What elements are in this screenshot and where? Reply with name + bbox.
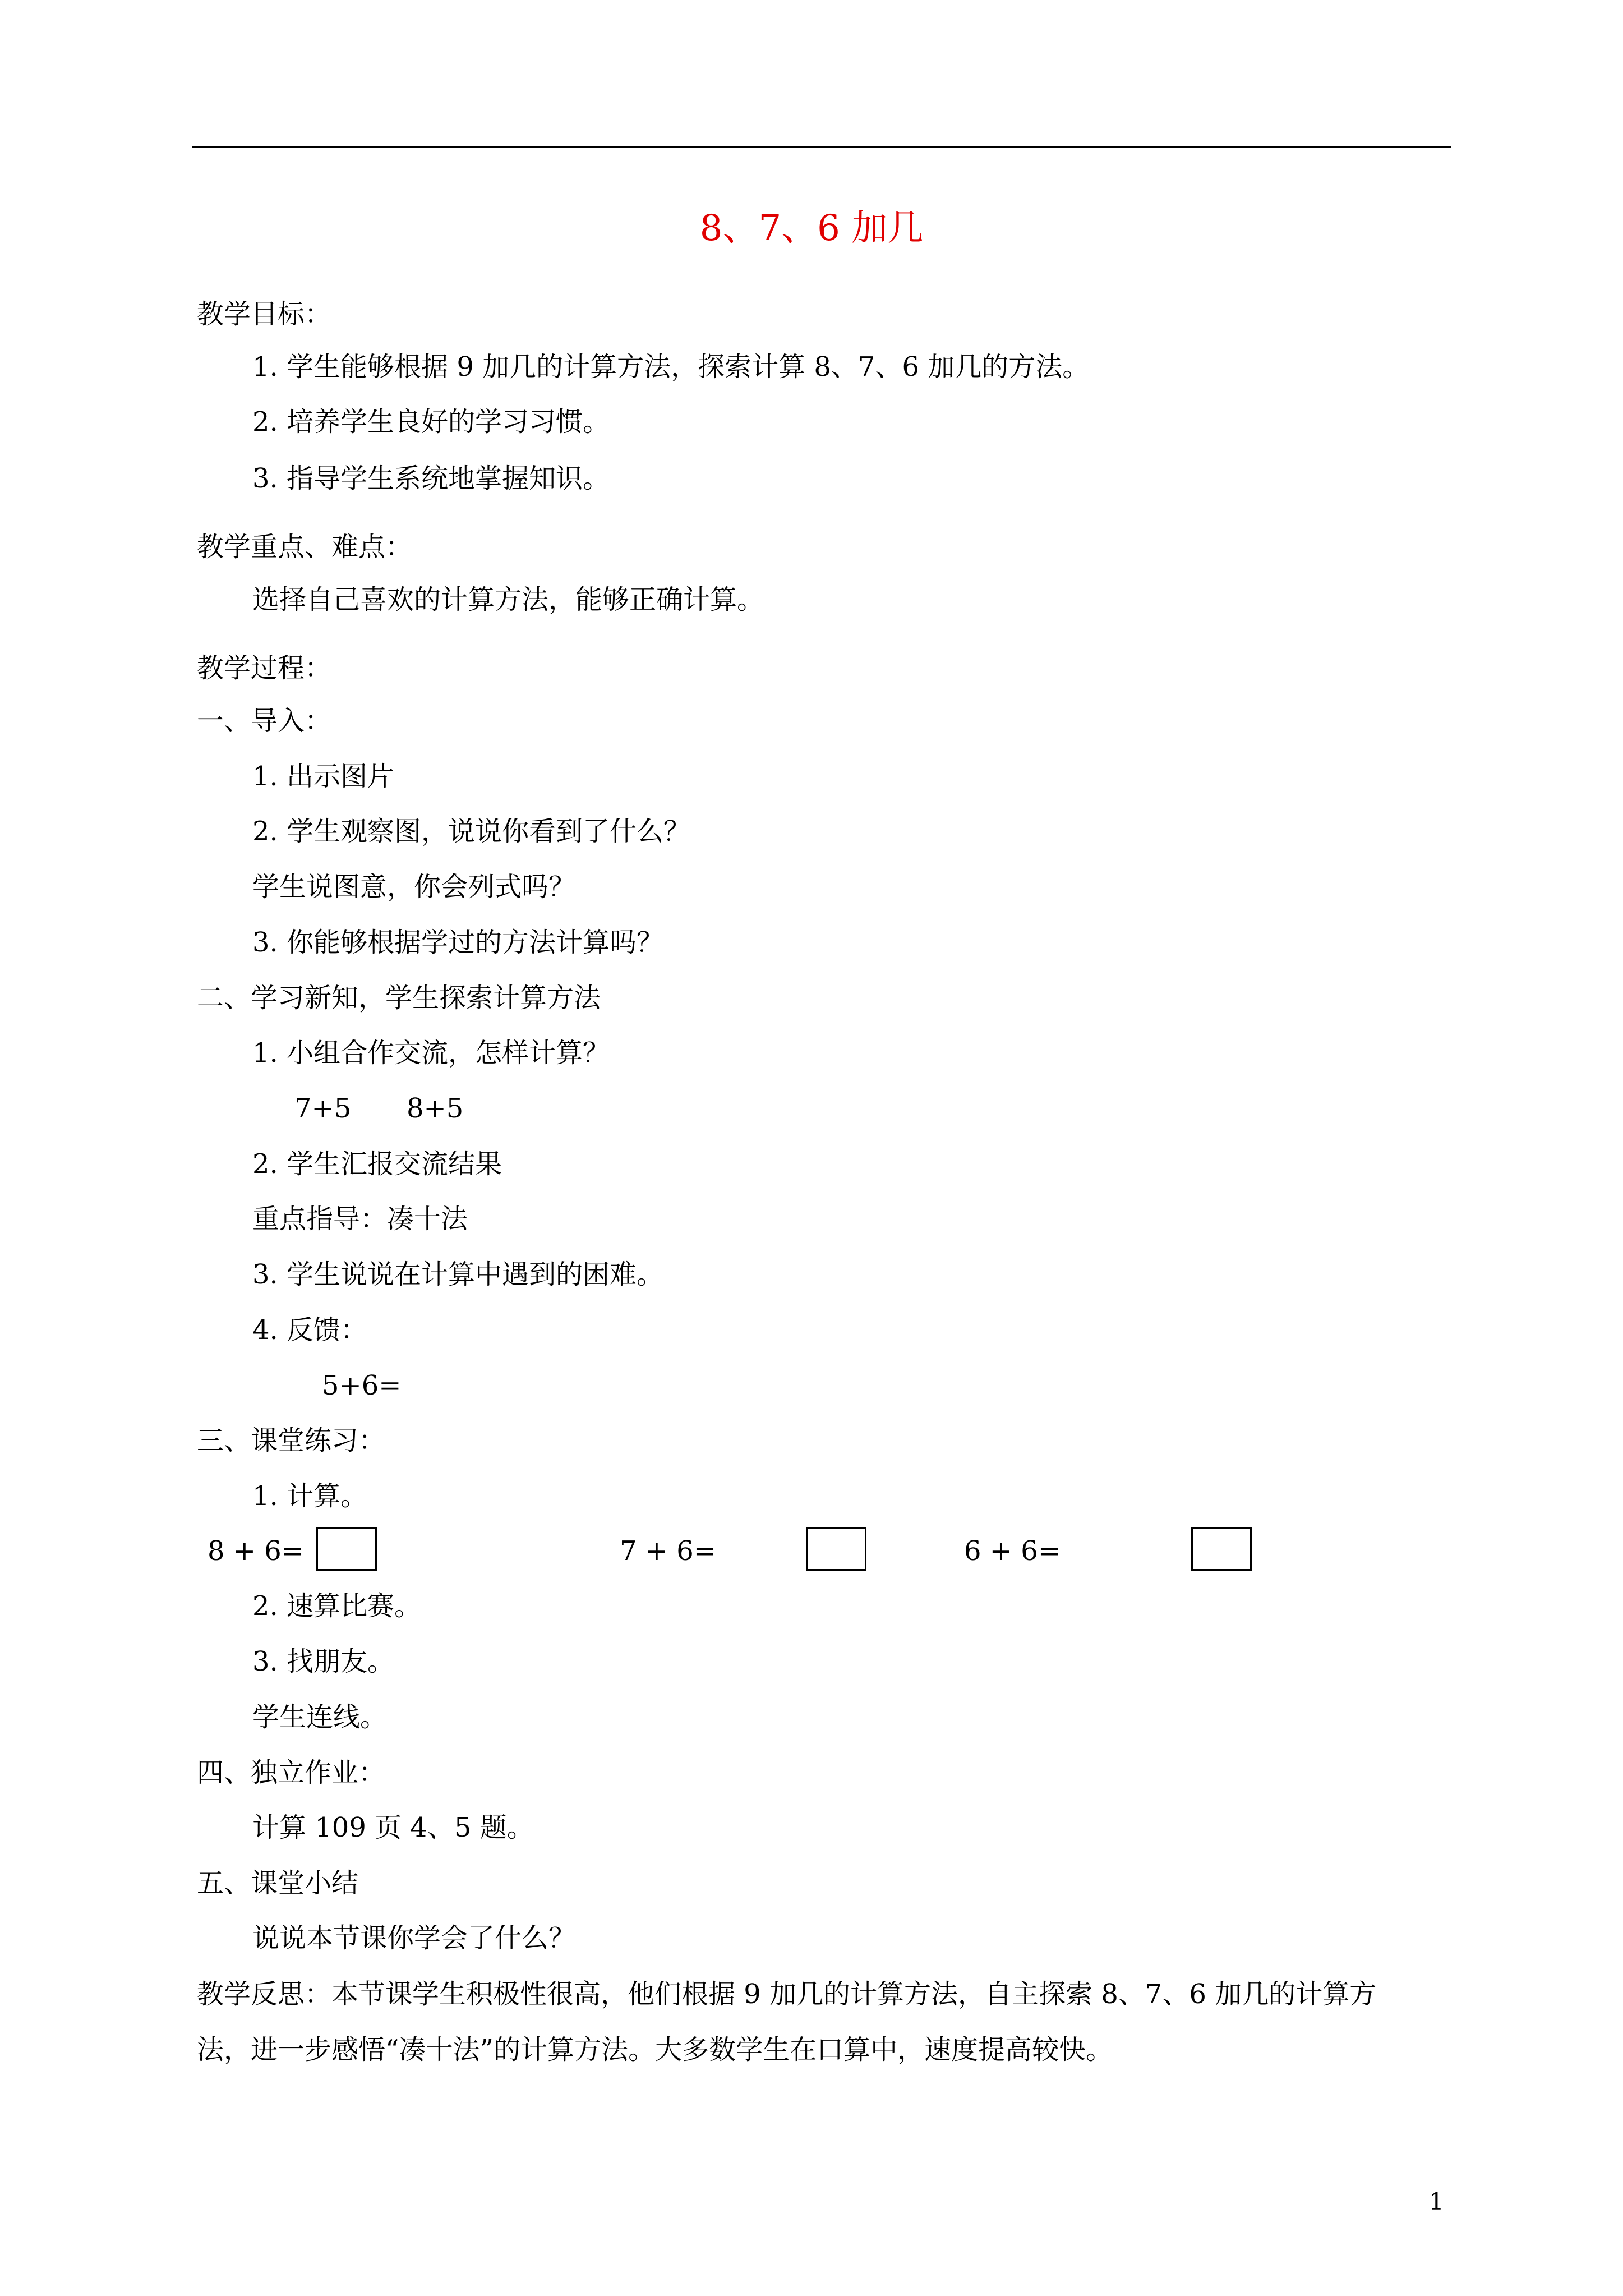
section-5-text: 说说本节课你学会了什么？	[252, 1922, 576, 1954]
exercise-8-plus-6: 8 + 6=	[208, 1535, 305, 1567]
reflection-line-1: 教学反思：本节课学生积极性很高，他们根据 9 加几的计算方法，自主探索 8、7、6 加几的计算方	[197, 1978, 1377, 2010]
section-3-note: 学生连线。	[252, 1701, 388, 1733]
reflection-line-2: 法，进一步感悟“凑十法”的计算方法。大多数学生在口算中，速度提高较快。	[197, 2034, 1113, 2065]
section-5-heading: 五、课堂小结	[197, 1867, 359, 1899]
section-3-heading: 三、课堂练习：	[197, 1425, 386, 1456]
objectives-heading: 教学目标：	[197, 298, 332, 330]
section-4-heading: 四、独立作业：	[197, 1757, 386, 1788]
expression-5-plus-6: 5+6=	[322, 1370, 402, 1401]
section-1-line-3: 学生说图意，你会列式吗？	[252, 871, 576, 903]
section-1-line-4: 3. 你能够根据学过的方法计算吗？	[252, 927, 664, 958]
section-2-heading: 二、学习新知，学生探索计算方法	[197, 982, 601, 1014]
section-3-item-3: 3. 找朋友。	[252, 1646, 395, 1677]
expression-7-plus-5: 7+5	[294, 1093, 352, 1124]
section-2-line-3: 重点指导：凑十法	[252, 1203, 468, 1235]
exercise-7-plus-6: 7 + 6=	[620, 1535, 717, 1567]
exercise-6-plus-6: 6 + 6=	[964, 1535, 1061, 1567]
section-1-heading: 一、导入：	[197, 705, 332, 737]
section-2-line-2: 2. 学生汇报交流结果	[252, 1148, 502, 1180]
header-rule	[192, 146, 1451, 148]
answer-box-3[interactable]	[1191, 1527, 1252, 1571]
page-number: 1	[1429, 2188, 1444, 2215]
objective-item-2: 2. 培养学生良好的学习习惯。	[252, 406, 610, 438]
key-points-text: 选择自己喜欢的计算方法，能够正确计算。	[252, 584, 764, 615]
section-2-line-4: 3. 学生说说在计算中遇到的困难。	[252, 1259, 664, 1290]
section-4-text: 计算 109 页 4、5 题。	[252, 1812, 534, 1843]
section-3-item-1: 1. 计算。	[252, 1480, 368, 1512]
key-points-heading: 教学重点、难点：	[197, 531, 413, 563]
objective-item-3: 3. 指导学生系统地掌握知识。	[252, 463, 610, 494]
section-2-line-1: 1. 小组合作交流，怎样计算？	[252, 1037, 610, 1069]
document-title: 8、7、6 加几	[699, 208, 924, 249]
section-2-line-5: 4. 反馈：	[252, 1314, 368, 1346]
section-3-item-2: 2. 速算比赛。	[252, 1590, 422, 1622]
section-1-line-2: 2. 学生观察图，说说你看到了什么？	[252, 816, 691, 847]
answer-box-1[interactable]	[316, 1527, 377, 1571]
process-heading: 教学过程：	[197, 652, 332, 684]
objective-item-1: 1. 学生能够根据 9 加几的计算方法，探索计算 8、7、6 加几的方法。	[252, 351, 1090, 383]
expression-8-plus-5: 8+5	[407, 1093, 464, 1124]
answer-box-2[interactable]	[806, 1527, 866, 1571]
section-1-line-1: 1. 出示图片	[252, 761, 395, 792]
